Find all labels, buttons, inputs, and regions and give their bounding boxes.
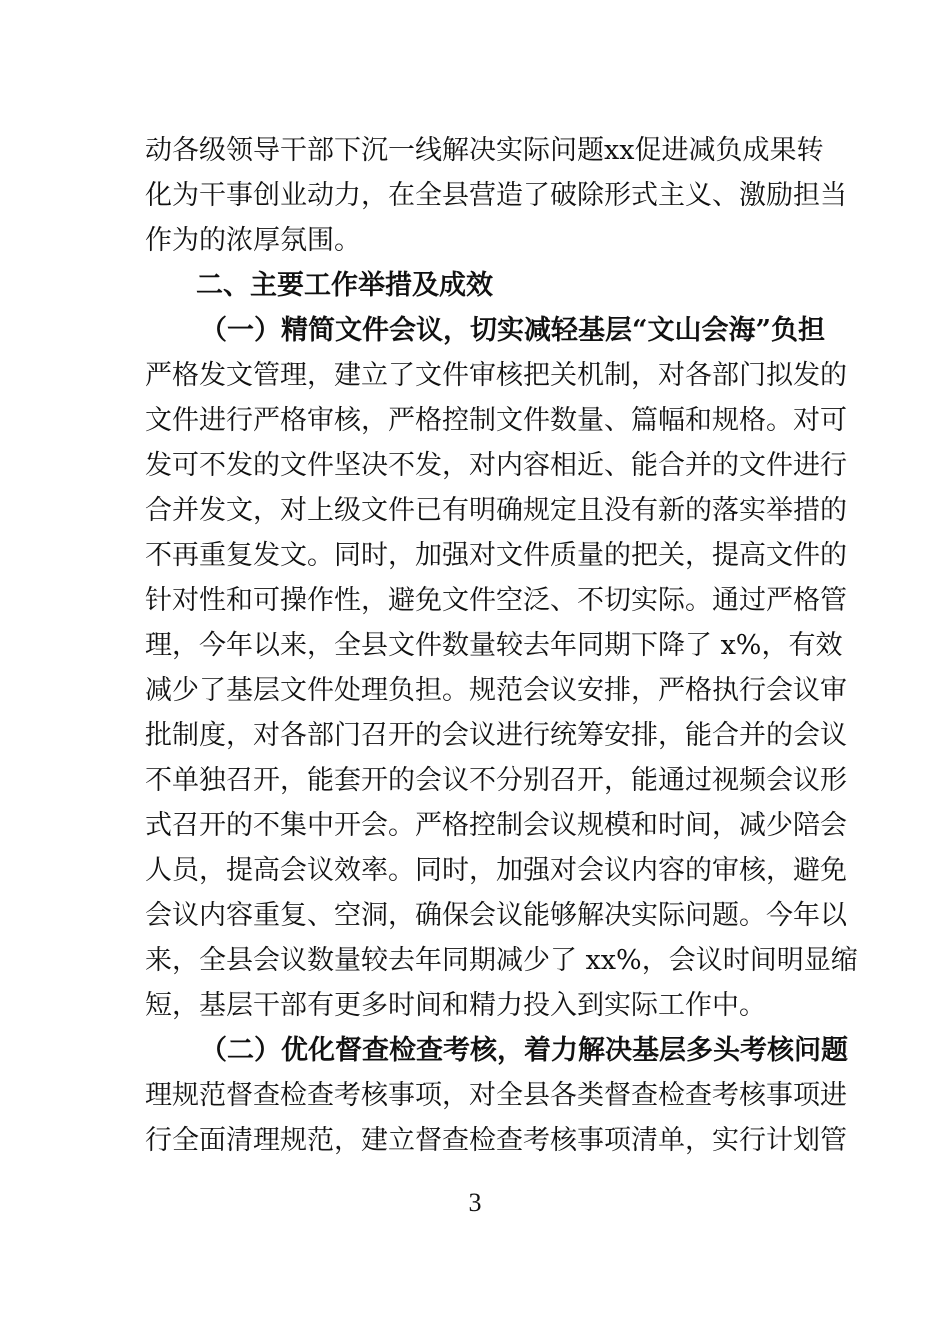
text-line: 发可不发的文件坚决不发，对内容相近、能合并的文件进行 xyxy=(145,450,847,481)
subsection-heading: （一）精简文件会议，切实减轻基层“文山会海”负担 xyxy=(200,315,826,346)
text-line: 不单独召开，能套开的会议不分别召开，能通过视频会议形 xyxy=(145,765,847,796)
text-line: 文件进行严格审核，严格控制文件数量、篇幅和规格。对可 xyxy=(145,405,847,436)
text-line: 严格发文管理，建立了文件审核把关机制，对各部门拟发的 xyxy=(145,360,847,391)
text-line: 式召开的不集中开会。严格控制会议规模和时间，减少陪会 xyxy=(145,810,847,841)
text-line: 批制度，对各部门召开的会议进行统筹安排，能合并的会议 xyxy=(145,720,847,751)
page-number: 3 xyxy=(468,1188,482,1217)
section-heading: 二、主要工作举措及成效 xyxy=(196,270,493,301)
text-line: 理规范督查检查考核事项，对全县各类督查检查考核事项进 xyxy=(145,1080,847,1111)
text-line: 作为的浓厚氛围。 xyxy=(145,225,361,256)
text-line: 减少了基层文件处理负担。规范会议安排，严格执行会议审 xyxy=(145,675,847,706)
text-line: 短，基层干部有更多时间和精力投入到实际工作中。 xyxy=(145,990,766,1021)
text-line: 合并发文，对上级文件已有明确规定且没有新的落实举措的 xyxy=(145,495,847,526)
text-line: 会议内容重复、空洞，确保会议能够解决实际问题。今年以 xyxy=(145,900,847,931)
text-line: 来，全县会议数量较去年同期减少了 xx%，会议时间明显缩 xyxy=(145,945,858,976)
text-line: 针对性和可操作性，避免文件空泛、不切实际。通过严格管 xyxy=(145,585,847,616)
subsection-heading: （二）优化督查检查考核，着力解决基层多头考核问题 xyxy=(200,1035,848,1066)
text-line: 行全面清理规范，建立督查检查考核事项清单，实行计划管 xyxy=(145,1125,847,1156)
text-line: 不再重复发文。同时，加强对文件质量的把关，提高文件的 xyxy=(145,540,847,571)
text-line: 人员，提高会议效率。同时，加强对会议内容的审核，避免 xyxy=(145,855,847,886)
text-line: 动各级领导干部下沉一线解决实际问题xx促进减负成果转 xyxy=(145,135,824,166)
text-line: 化为干事创业动力，在全县营造了破除形式主义、激励担当 xyxy=(145,180,847,211)
text-line: 理，今年以来，全县文件数量较去年同期下降了 x%，有效 xyxy=(145,630,843,661)
